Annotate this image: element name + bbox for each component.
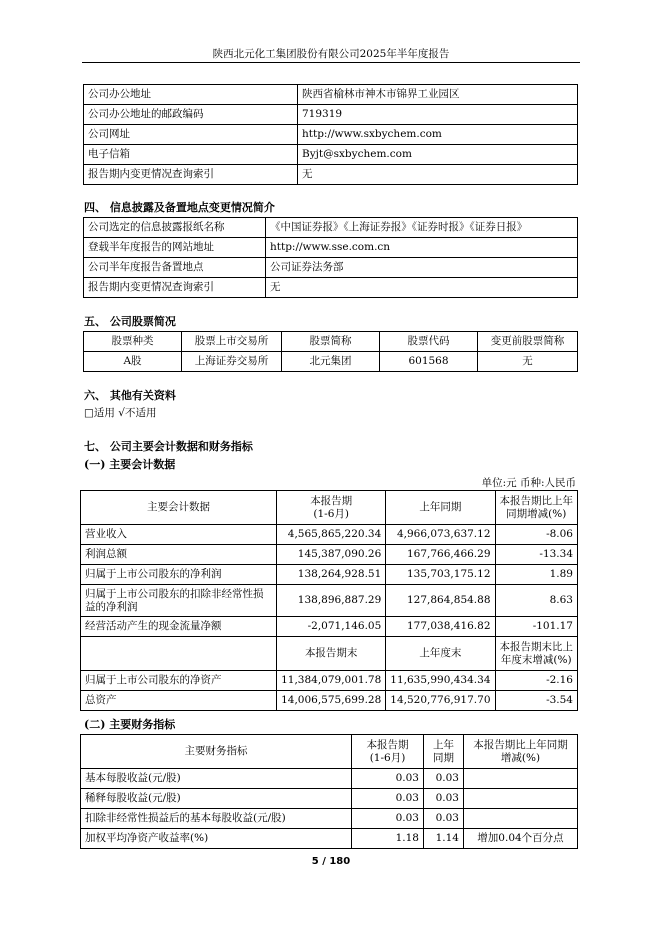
accounting-data-table — [80, 490, 578, 711]
row-value: 719319 — [298, 105, 578, 125]
col-header — [464, 735, 578, 769]
row-label: 利润总额 — [81, 545, 277, 565]
row-value: 《中国证券报》《上海证券报》《证券时报》《证券日报》 — [266, 218, 578, 238]
prior-value: 177,038,416.82 — [386, 617, 495, 637]
change-value: -2.16 — [495, 671, 578, 691]
table-row — [84, 105, 578, 125]
row-value: Byjt@sxbychem.com — [298, 145, 578, 165]
row-value: 无 — [298, 165, 578, 185]
col-header-line: (1-6月) — [313, 507, 349, 520]
prior-value: 167,766,466.29 — [386, 545, 495, 565]
row-label: 归属于上市公司股东的净资产 — [81, 671, 277, 691]
disclosure-table — [83, 217, 578, 298]
table-row — [81, 565, 578, 585]
table-row — [81, 809, 578, 829]
col-header: 主要会计数据 — [81, 491, 277, 525]
change-value — [464, 789, 578, 809]
col-header: 变更前股票简称 — [478, 332, 578, 352]
table-row — [84, 238, 578, 258]
row-value: http://www.sxbychem.com — [298, 125, 578, 145]
prior-value: 11,635,990,434.34 — [386, 671, 495, 691]
change-value: -8.06 — [495, 525, 578, 545]
cell: 上海证券交易所 — [182, 352, 282, 372]
prior-value: 127,864,854.88 — [386, 585, 495, 617]
col-header-line: 本报告期比上年 — [499, 494, 573, 507]
section-7-title: 七、 公司主要会计数据和财务指标 — [84, 440, 253, 453]
table-header-row — [81, 491, 578, 525]
header-rule — [82, 62, 580, 63]
col-header-line: 本报告期 — [366, 738, 409, 751]
table-header-row — [81, 637, 578, 671]
prior-value: 14,520,776,917.70 — [386, 691, 495, 711]
running-header: 陕西北元化工集团股份有限公司2025年半年度报告 — [212, 48, 450, 60]
current-value: 0.03 — [352, 769, 424, 789]
table-header-row — [81, 735, 578, 769]
page-number: 5 / 180 — [311, 856, 351, 867]
table-header-row — [84, 332, 578, 352]
row-label: 加权平均净资产收益率(%) — [81, 829, 352, 849]
col-header: 股票上市交易所 — [182, 332, 282, 352]
table-row — [81, 525, 578, 545]
current-value: 145,387,090.26 — [277, 545, 386, 565]
cell: 北元集团 — [282, 352, 380, 372]
col-header: 股票种类 — [84, 332, 182, 352]
row-value: http://www.sse.com.cn — [266, 238, 578, 258]
section-4-title: 四、 信息披露及备置地点变更情况简介 — [84, 201, 275, 214]
change-value: 增加0.04个百分点 — [464, 829, 578, 849]
section-6-title: 六、 其他有关资料 — [84, 389, 176, 402]
row-value: 公司证券法务部 — [266, 258, 578, 278]
current-value: 11,384,079,001.78 — [277, 671, 386, 691]
subsection-accounting-title: (一) 主要会计数据 — [84, 458, 176, 471]
change-value: 1.89 — [495, 565, 578, 585]
row-label: 营业收入 — [81, 525, 277, 545]
col-header-line: 本报告期末比上 — [499, 640, 573, 653]
row-label: 经营活动产生的现金流量净额 — [81, 617, 277, 637]
table-row — [84, 352, 578, 372]
current-value: 138,896,887.29 — [277, 585, 386, 617]
row-value: 陕西省榆林市神木市锦界工业园区 — [298, 85, 578, 105]
table-row — [84, 145, 578, 165]
table-row — [81, 691, 578, 711]
current-value: 0.03 — [352, 809, 424, 829]
table-row — [81, 617, 578, 637]
row-label: 报告期内变更情况查询索引 — [84, 165, 298, 185]
financial-indicators-table — [80, 734, 578, 849]
prior-value: 0.03 — [424, 769, 464, 789]
row-label: 归属于上市公司股东的扣除非经常性损益的净利润 — [81, 585, 277, 617]
cell: 无 — [478, 352, 578, 372]
col-header-line: 同期增减(%) — [506, 507, 567, 520]
cell: 601568 — [380, 352, 478, 372]
current-value: 138,264,928.51 — [277, 565, 386, 585]
current-value: 1.18 — [352, 829, 424, 849]
col-header-line: 本报告期比上年同期 — [473, 738, 568, 751]
table-row — [84, 125, 578, 145]
col-header: 股票简称 — [282, 332, 380, 352]
row-label: 公司半年度报告备置地点 — [84, 258, 266, 278]
col-header: 主要财务指标 — [81, 735, 352, 769]
current-value: 4,565,865,220.34 — [277, 525, 386, 545]
row-label: 报告期内变更情况查询索引 — [84, 278, 266, 298]
table-row — [84, 218, 578, 238]
col-header-line: 年度末增减(%) — [500, 653, 572, 666]
current-value: 14,006,575,699.28 — [277, 691, 386, 711]
col-header — [495, 637, 578, 671]
col-header: 股票代码 — [380, 332, 478, 352]
stock-table — [83, 331, 578, 372]
change-value — [464, 769, 578, 789]
row-label: 公司办公地址的邮政编码 — [84, 105, 298, 125]
empty-cell — [81, 637, 277, 671]
col-header — [424, 735, 464, 769]
table-row — [81, 585, 578, 617]
col-header-line: (1-6月) — [369, 751, 406, 764]
change-value — [464, 809, 578, 829]
row-value: 无 — [266, 278, 578, 298]
subsection-financial-title: (二) 主要财务指标 — [84, 718, 176, 731]
row-label: 电子信箱 — [84, 145, 298, 165]
col-header: 上年同期 — [386, 491, 495, 525]
col-header-line: 同期 — [433, 751, 454, 764]
col-header — [277, 491, 386, 525]
col-header: 本报告期末 — [277, 637, 386, 671]
change-value: 8.63 — [495, 585, 578, 617]
row-label: 公司办公地址 — [84, 85, 298, 105]
table-row — [81, 789, 578, 809]
contact-table — [83, 84, 578, 185]
row-label: 登载半年度报告的网站地址 — [84, 238, 266, 258]
table-row — [84, 165, 578, 185]
col-header — [352, 735, 424, 769]
change-value: -3.54 — [495, 691, 578, 711]
applicability-line: □适用 √不适用 — [84, 407, 157, 419]
col-header-line: 增减(%) — [500, 751, 541, 764]
section-5-title: 五、 公司股票简况 — [84, 315, 176, 328]
row-label: 公司网址 — [84, 125, 298, 145]
row-label: 归属于上市公司股东的净利润 — [81, 565, 277, 585]
table-row — [84, 85, 578, 105]
table-row — [81, 671, 578, 691]
table-row — [81, 829, 578, 849]
table-row — [81, 545, 578, 565]
unit-line: 单位:元 币种:人民币 — [481, 477, 576, 489]
current-value: -2,071,146.05 — [277, 617, 386, 637]
table-row — [81, 769, 578, 789]
table-row — [84, 278, 578, 298]
current-value: 0.03 — [352, 789, 424, 809]
row-label: 基本每股收益(元/股) — [81, 769, 352, 789]
row-label: 稀释每股收益(元/股) — [81, 789, 352, 809]
prior-value: 135,703,175.12 — [386, 565, 495, 585]
col-header: 上年度末 — [386, 637, 495, 671]
table-row — [84, 258, 578, 278]
prior-value: 0.03 — [424, 789, 464, 809]
row-label: 公司选定的信息披露报纸名称 — [84, 218, 266, 238]
row-label: 扣除非经常性损益后的基本每股收益(元/股) — [81, 809, 352, 829]
prior-value: 4,966,073,637.12 — [386, 525, 495, 545]
prior-value: 0.03 — [424, 809, 464, 829]
row-label: 总资产 — [81, 691, 277, 711]
col-header-line: 本报告期 — [310, 494, 353, 507]
change-value: -13.34 — [495, 545, 578, 565]
col-header — [495, 491, 578, 525]
cell: A股 — [84, 352, 182, 372]
change-value: -101.17 — [495, 617, 578, 637]
col-header-line: 上年 — [433, 738, 454, 751]
prior-value: 1.14 — [424, 829, 464, 849]
